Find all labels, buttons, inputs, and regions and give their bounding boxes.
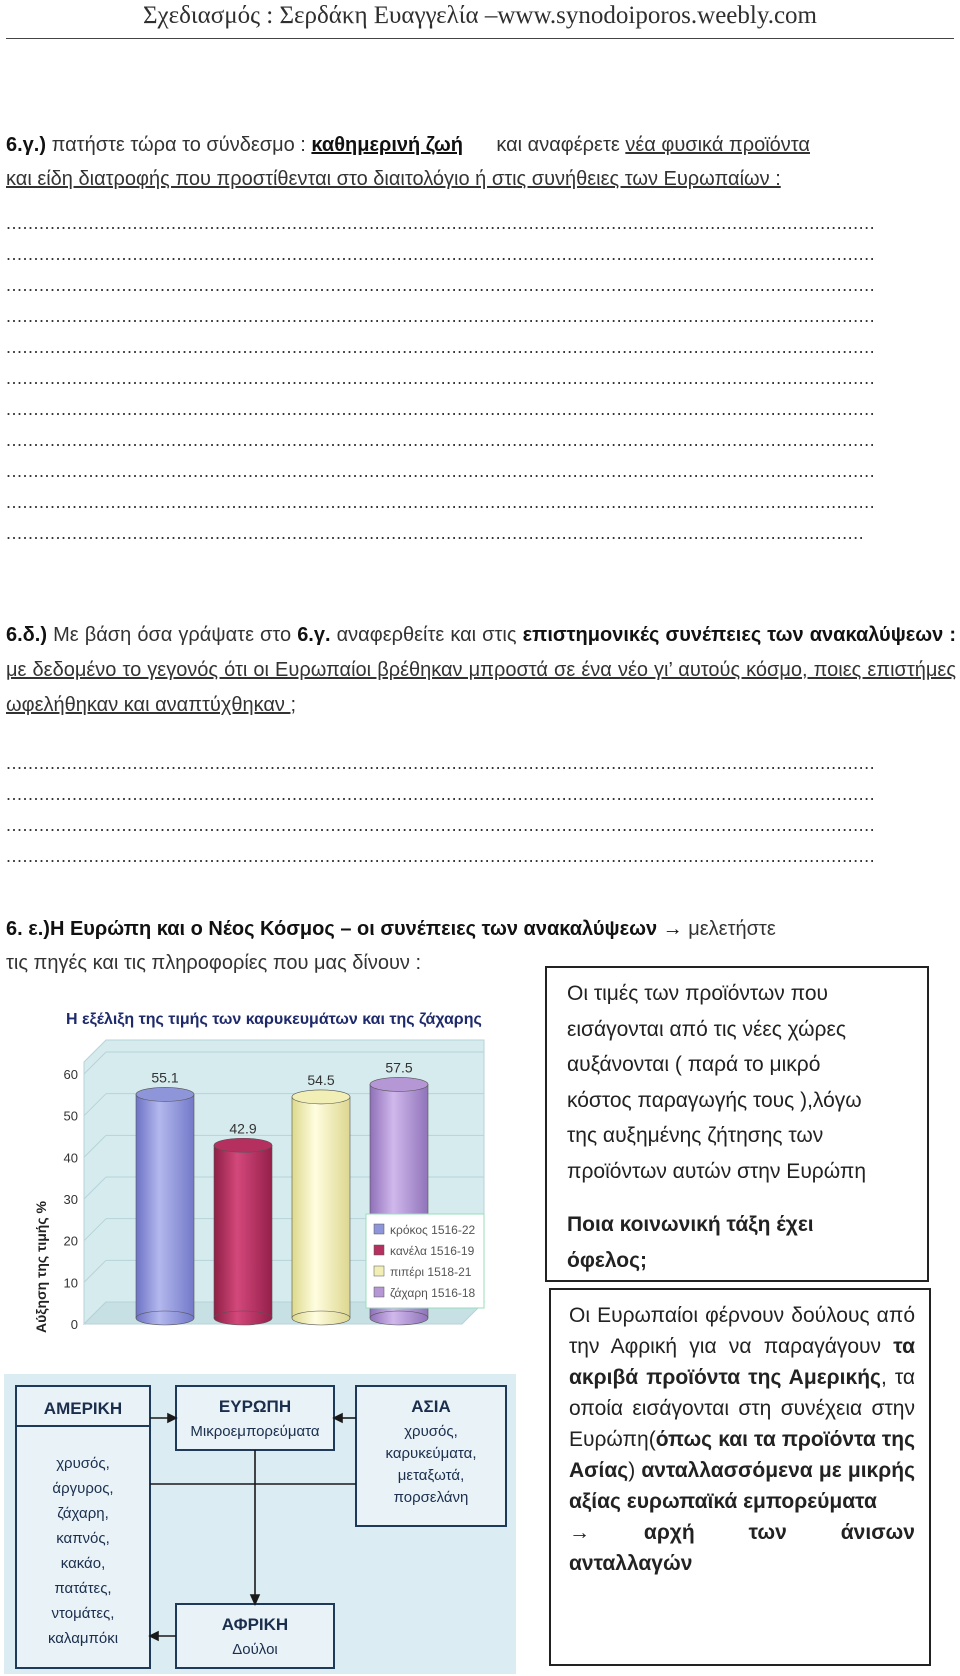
bar-bottom: [292, 1311, 350, 1325]
product-item: κακάο,: [60, 1555, 106, 1572]
legend-item: κρόκος 1516-22: [390, 1223, 476, 1237]
legend-item: κανέλα 1516-19: [390, 1244, 475, 1258]
question-6d: 6.δ.) Με βάση όσα γράψατε στο 6.γ. αναφερθείτε και στις επιστημονικές συνέπειες των ανακαλύψεων : με δεδομένο το γεγονός ότι οι Ευρωπαίοι βρέθηκαν μπροστά σε ένα νέο γι’ αυτούς κόσμο, ποιες επιστήμες ωφελήθηκαν και αναπτύχθηκαν ;: [6, 624, 956, 716]
bar-bottom: [136, 1311, 194, 1325]
bar-πιπέρι: [292, 1072, 350, 1325]
product-item: πατάτες,: [54, 1580, 112, 1597]
product-item: άργυρος,: [52, 1480, 114, 1497]
bar-top: [214, 1138, 272, 1152]
info-line: εισάγονται από τις νέες χώρες: [567, 1017, 846, 1041]
bar-body: [214, 1145, 272, 1318]
europe-sub: Μικροεμπορεύματα: [190, 1423, 320, 1440]
info-box-slavery: [549, 1288, 931, 1666]
info-question: Ποια κοινωνική τάξη έχει: [567, 1213, 814, 1236]
bar-top: [370, 1077, 428, 1091]
answer-line: ..............................................................................................................................................................: [6, 492, 876, 512]
price-increase-chart: [6, 982, 520, 1372]
answer-line: ..............................................................................................................................................................: [6, 337, 876, 357]
answer-line: ..............................................................................................................................................................: [6, 399, 876, 419]
info-box-prices: [545, 966, 929, 1282]
info-line: Οι τιμές των προϊόντων που: [567, 982, 828, 1005]
africa-sub: Δούλοι: [232, 1641, 278, 1658]
legend-swatch: [374, 1287, 384, 1297]
info-line: αυξάνονται ( παρά το μικρό: [567, 1053, 821, 1076]
chart-legend: [366, 1214, 484, 1308]
y-tick-label: 60: [63, 1067, 78, 1082]
product-item: χρυσός,: [56, 1455, 110, 1472]
bar-top: [292, 1090, 350, 1104]
bar-value-label: 54.5: [307, 1071, 335, 1088]
america-box: [16, 1386, 150, 1668]
info-line: προϊόντων αυτών στην Ευρώπη: [567, 1159, 867, 1183]
bar-value-label: 55.1: [151, 1069, 179, 1086]
legend-swatch: [374, 1266, 384, 1276]
chart-title: Η εξέλιξη της τιμής των καρυκευμάτων και της ζάχαρης: [66, 1011, 482, 1028]
header-rule: [6, 38, 954, 39]
answer-line: ..............................................................................................................................................................: [6, 815, 876, 835]
answer-line: ..............................................................................................................................................................: [6, 213, 876, 233]
info-line: κόστος παραγωγής τους ),λόγω: [567, 1088, 862, 1112]
y-tick-label: 50: [63, 1108, 78, 1124]
product-item: καλαμπόκι: [47, 1630, 119, 1647]
product-item: μεταξωτά,: [397, 1467, 465, 1484]
answer-line: ..............................................................................................................................................................: [6, 753, 876, 773]
question-6e: 6. ε.)Η Ευρώπη και ο Νέος Κόσμος – οι συνέπειες των ανακαλύψεων → μελετήστε τις πηγές και τις πληροφορίες που μας δίνουν :: [6, 918, 776, 974]
y-tick-label: 10: [63, 1275, 78, 1291]
asia-title: ΑΣΙΑ: [411, 1397, 451, 1416]
answer-line: ..............................................................................................................................................................: [6, 306, 876, 326]
bar-bottom: [370, 1311, 428, 1325]
bar-κανέλα: [214, 1120, 272, 1325]
answer-line: ..............................................................................................................................................................: [6, 244, 876, 264]
page-header: Σχεδιασμός : Σερδάκη Ευαγγελία –www.synodoiporos.weebly.com: [142, 2, 818, 29]
question-6g: 6.γ.) πατήστε τώρα το σύνδεσμο : καθημερινή ζωή και αναφέρετε νέα φυσικά προϊόντα και είδη διατροφής που προστίθενται στο διαιτολόγιο ή στις συνήθειες των Ευρωπαίων :: [6, 134, 810, 190]
chart-ylabel: Αύξηση της τιμής %: [33, 1201, 49, 1333]
product-item: καπνός,: [56, 1530, 110, 1547]
africa-title: ΑΦΡΙΚΗ: [221, 1615, 289, 1634]
answer-line: ............................................................................................................................................................: [6, 523, 865, 543]
bar-body: [136, 1094, 194, 1318]
info-question-2: όφελος;: [567, 1248, 647, 1272]
answer-line: ..............................................................................................................................................................: [6, 368, 876, 388]
africa-box: [176, 1604, 334, 1668]
legend-item: πιπέρι 1518-21: [390, 1265, 472, 1279]
trade-diagram: [4, 1374, 516, 1674]
y-tick-label: 30: [63, 1192, 78, 1207]
europe-box: [176, 1386, 334, 1450]
legend-swatch: [374, 1224, 384, 1234]
answer-line: ..............................................................................................................................................................: [6, 430, 876, 450]
america-title: ΑΜΕΡΙΚΗ: [43, 1399, 123, 1418]
product-item: ζάχαρη,: [57, 1505, 109, 1522]
product-item: πορσελάνη: [393, 1489, 469, 1506]
answer-line: ..............................................................................................................................................................: [6, 846, 876, 866]
answer-lines-6g[interactable]: [6, 208, 956, 549]
bar-value-label: 57.5: [385, 1059, 413, 1076]
bar-bottom: [214, 1311, 272, 1325]
y-tick-label: 0: [70, 1317, 78, 1332]
y-tick-label: 20: [63, 1233, 78, 1249]
legend-item: ζάχαρη 1516-18: [390, 1286, 476, 1300]
bar-body: [292, 1097, 350, 1318]
info-line: της αυξημένης ζήτησης των: [567, 1124, 824, 1147]
answer-lines-6d[interactable]: [6, 748, 956, 872]
product-item: ντομάτες,: [51, 1605, 115, 1622]
europe-title: ΕΥΡΩΠΗ: [218, 1397, 292, 1416]
answer-line: ..............................................................................................................................................................: [6, 275, 876, 295]
link-kathimerini-zoi[interactable]: καθημερινή ζωή: [311, 134, 463, 156]
product-item: χρυσός,: [404, 1423, 458, 1440]
legend-swatch: [374, 1245, 384, 1255]
y-tick-label: 40: [63, 1150, 78, 1166]
info-box-slavery-text: Οι Ευρωπαίοι φέρνουν δούλους από την Αφρική για να παραγάγουν τα ακριβά προϊόντα της Αμερικής, τα οποία εισάγονται στη συνέχεια στην Ευρώπη(όπως και τα προϊόντα της Ασίας) ανταλλασσόμενα με μικρής αξίας ευρωπαϊκά εμπορεύματα: [569, 1304, 916, 1513]
bar-κρόκος: [136, 1069, 194, 1325]
product-item: καρυκεύματα,: [385, 1445, 477, 1462]
bar-value-label: 42.9: [229, 1120, 257, 1137]
answer-line: ..............................................................................................................................................................: [6, 461, 876, 481]
bar-top: [136, 1087, 194, 1101]
answer-line: ..............................................................................................................................................................: [6, 784, 876, 804]
info-box-slavery-conclusion: → αρχή των άνισων: [569, 1521, 915, 1544]
info-box-slavery-last: ανταλλαγών: [569, 1552, 693, 1575]
